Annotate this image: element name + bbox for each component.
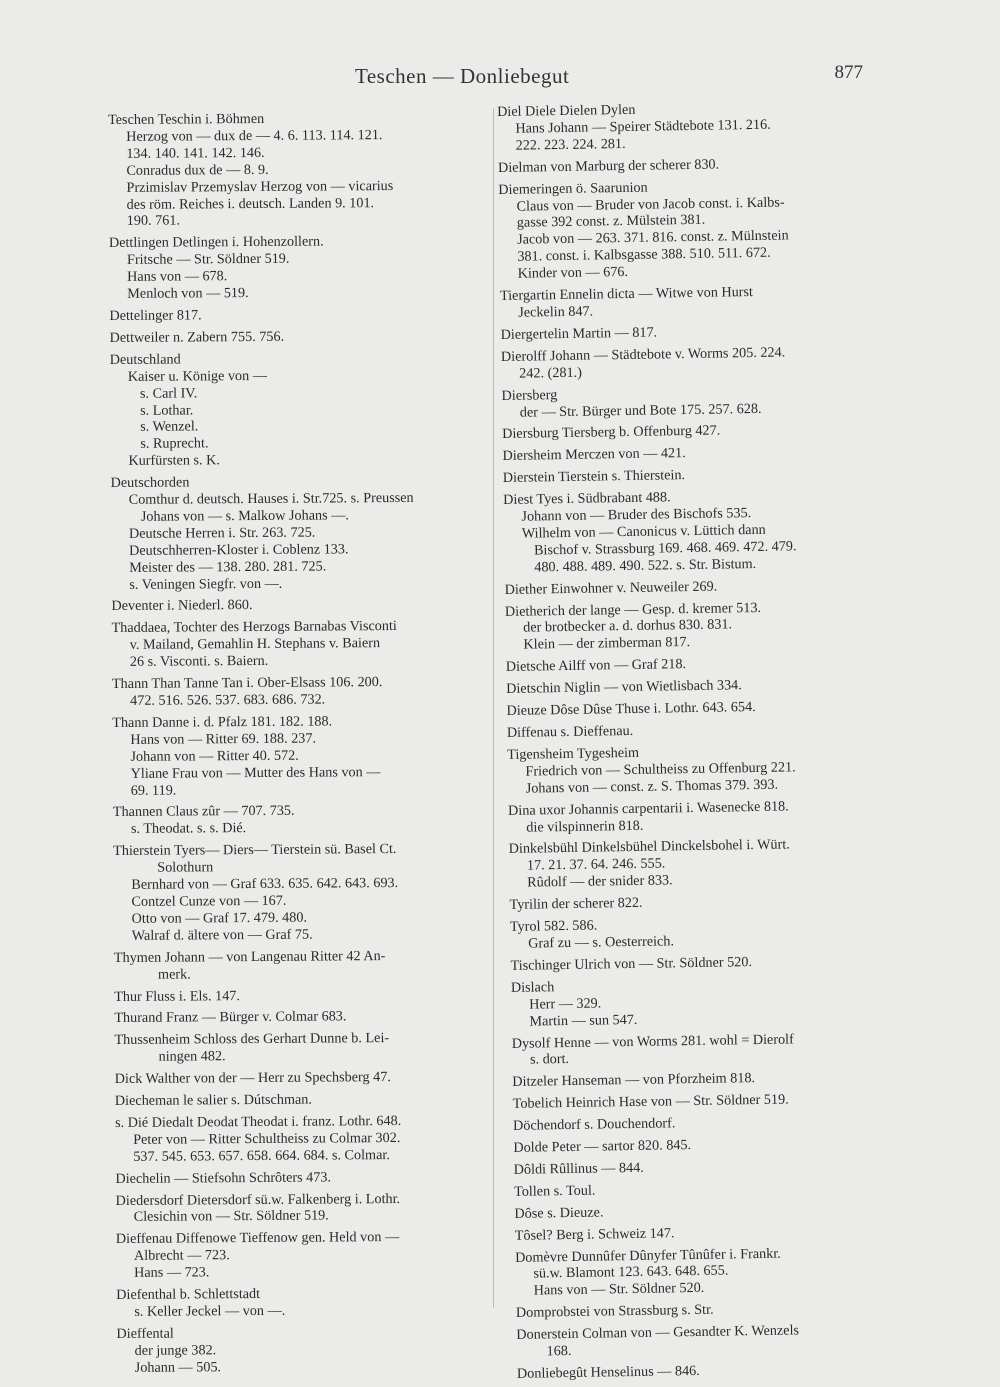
index-entry: Dierstein Tierstein s. Thierstein.	[502, 467, 686, 487]
index-subentry: des röm. Reiches i. deutsch. Landen 9. 101.	[126, 194, 375, 213]
index-subentry: Menloch von — 519.	[127, 285, 249, 302]
index-subentry: der brotbecker a. d. dorhus 830. 831.	[523, 616, 733, 637]
index-entry: Dierolff Johann — Städtebote v. Worms 205. 224.	[500, 344, 786, 365]
index-entry: Deutschorden	[110, 474, 190, 492]
index-entry: Diel Diele Dielen Dylen	[497, 101, 636, 120]
index-subentry: Przimislav Przemyslav Herzog von — vicarius	[126, 177, 394, 196]
index-subentry: Deutschherren-Kloster i. Coblenz 133.	[129, 541, 349, 559]
index-subentry: Jeckelin 847.	[518, 303, 594, 321]
index-subentry: Contzel Cunze von — 167.	[131, 892, 287, 910]
index-entry: Diether Einwohner v. Neuweiler 269.	[504, 578, 718, 598]
index-entry: Tollen s. Toul.	[513, 1182, 596, 1200]
index-entry: Dielman von Marburg der scherer 830.	[497, 156, 720, 176]
index-subentry: 134. 140. 141. 142. 146.	[126, 144, 265, 162]
index-entry: Dettlingen Detlingen i. Hohenzollern.	[108, 233, 324, 252]
index-subentry: merk.	[157, 966, 191, 983]
index-subentry: Herzog von — dux de — 4. 6. 113. 114. 121.	[126, 126, 383, 145]
index-subentry: s. Keller Jeckel — von —.	[134, 1302, 286, 1320]
index-subentry: Deutsche Herren i. Str. 263. 725.	[128, 524, 316, 542]
index-subentry: Johann von — Ritter 40. 572.	[130, 747, 299, 765]
column-divider	[493, 108, 494, 1308]
index-subentry: der junge 382.	[134, 1342, 217, 1359]
index-subentry: 26 s. Visconti. s. Baiern.	[129, 653, 269, 671]
running-head	[0, 62, 1000, 92]
index-entry: Diersheim Merczen von — 421.	[502, 445, 686, 465]
index-entry: Thann Danne i. d. Pfalz 181. 182. 188.	[112, 713, 333, 731]
index-entry: Tobelich Heinrich Hase von — Str. Söldner 519.	[512, 1091, 789, 1113]
index-subentry: Peter von — Ritter Schultheiss zu Colmar 302.	[133, 1129, 401, 1148]
index-entry: Dolde Peter — sartor 820. 845.	[513, 1137, 692, 1156]
index-entry: Teschen Teschin i. Böhmen	[108, 110, 265, 128]
index-entry: Dettelinger 817.	[109, 307, 202, 324]
index-subentry: Hans von — Ritter 69. 188. 237.	[130, 730, 317, 748]
index-subentry: Johans von — const. z. S. Thomas 379. 393.	[525, 776, 779, 797]
index-entry: Donliebegût Henselinus — 846.	[516, 1362, 700, 1382]
index-entry: Dieffental	[116, 1325, 174, 1342]
index-entry: Dietschin Niglin — von Wietlisbach 334.	[506, 677, 742, 698]
index-subentry: s. dort.	[529, 1051, 570, 1069]
index-subentry: Johann von — Bruder des Bischofs 535.	[521, 505, 752, 525]
index-entry: Thur Fluss i. Els. 147.	[114, 987, 240, 1005]
index-entry: Tyrilin der scherer 822.	[509, 894, 643, 914]
index-entry: Tôsel? Berg i. Schweiz 147.	[514, 1225, 675, 1244]
index-subentry: Bischof v. Strassburg 169. 468. 469. 472. 479.	[533, 538, 797, 559]
index-subentry: Otto von — Graf 17. 479. 480.	[131, 909, 308, 927]
index-entry: Diersberg	[501, 386, 558, 404]
index-subentry: Jacob von — 263. 371. 816. const. z. Mülnstein	[517, 227, 789, 249]
index-entry: Thussenheim Schloss des Gerhart Dunne b. Lei-	[114, 1030, 390, 1049]
index-subentry: v. Mailand, Gemahlin H. Stephans v. Baiern	[129, 635, 381, 654]
index-subentry: Friedrich von — Schultheiss zu Offenburg 221.	[525, 759, 796, 780]
index-subentry: s. Carl IV.	[139, 384, 198, 402]
index-subentry: Rûdolf — der snider 833.	[527, 872, 673, 891]
index-column-left	[108, 109, 499, 1376]
index-entry: Tiergartin Ennelin dicta — Witwe von Hurst	[499, 284, 754, 305]
index-subentry: Kaiser u. Könige von —	[127, 367, 267, 385]
index-subentry: 472. 516. 526. 537. 683. 686. 732.	[130, 691, 326, 709]
index-subentry: Albrecht — 723.	[133, 1247, 230, 1265]
index-subentry: Johans von — s. Malkow Johans —.	[140, 507, 349, 525]
index-subentry: Herr — 329.	[529, 995, 602, 1013]
index-entry: Ditzeler Hanseman — von Pforzheim 818.	[512, 1070, 756, 1091]
index-subentry: der — Str. Bürger und Bote 175. 257. 628.	[519, 400, 762, 421]
index-subentry: s. Lothar.	[140, 401, 194, 419]
index-subentry: 480. 488. 489. 490. 522. s. Str. Bistum.	[534, 555, 757, 576]
index-subentry: Martin — sun 547.	[529, 1011, 638, 1030]
index-subentry: Comthur d. deutsch. Hauses i. Str.725. s. Preussen	[128, 489, 414, 508]
index-subentry: 242. (281.)	[519, 364, 583, 382]
index-entry: Diechelin — Stiefsohn Schrôters 473.	[115, 1169, 332, 1187]
index-entry: Deventer i. Niederl. 860.	[111, 597, 253, 615]
index-entry: Dôse s. Dieuze.	[514, 1204, 604, 1222]
index-subentry: 537. 545. 653. 657. 658. 664. 684. s. Colmar.	[133, 1146, 390, 1165]
index-subentry: sü.w. Blamont 123. 643. 648. 655.	[533, 1262, 729, 1283]
index-entry: Diersburg Tiersberg b. Offenburg 427.	[502, 422, 721, 443]
index-subentry: Hans — 723.	[134, 1264, 210, 1282]
index-entry: Donerstein Colman von — Gesandter K. Wenzels	[516, 1322, 800, 1344]
index-entry: Diefenthal b. Schlettstadt	[116, 1286, 261, 1304]
index-subentry: Solothurn	[157, 859, 214, 876]
index-subentry: Yliane Frau von — Mutter des Hans von —	[130, 763, 381, 782]
index-subentry: Hans Johann — Speirer Städtebote 131. 216.	[515, 116, 771, 137]
index-entry: Thurand Franz — Bürger v. Colmar 683.	[114, 1008, 347, 1027]
index-entry: Dietsche Ailff von — Graf 218.	[505, 656, 687, 676]
index-subentry: 381. const. i. Kalbsgasse 388. 510. 511. 672.	[517, 244, 771, 265]
page-title: Teschen — Donliebegut	[355, 64, 570, 88]
index-subentry: 168.	[546, 1343, 572, 1360]
index-subentry: Klein — der zimberman 817.	[523, 634, 691, 654]
index-subentry: s. Veningen Siegfr. von —.	[129, 575, 283, 593]
index-entry: Dick Walther von der — Herr zu Spechsberg 47.	[114, 1069, 391, 1088]
index-subentry: 190. 761.	[126, 212, 181, 230]
index-subentry: die vilspinnerin 818.	[526, 817, 644, 836]
index-subentry: Hans von — 678.	[127, 268, 228, 286]
index-subentry: Kinder von — 676.	[517, 264, 629, 282]
index-entry: Domprobstei von Strassburg s. Str.	[515, 1302, 714, 1322]
index-column-right	[497, 98, 899, 1383]
index-entry: Dieuze Dôse Dûse Thuse i. Lothr. 643. 654.	[506, 699, 756, 720]
index-entry: Diedersdorf Dietersdorf sü.w. Falkenberg i. Lothr.	[115, 1190, 401, 1209]
index-subentry: Meister des — 138. 280. 281. 725.	[129, 558, 327, 576]
index-subentry: Clesichin von — Str. Söldner 519.	[133, 1207, 329, 1226]
page-number: 877	[834, 62, 863, 83]
index-subentry: Hans von — Str. Söldner 520.	[533, 1280, 705, 1299]
index-entry: Dôldi Rûllinus — 844.	[513, 1159, 644, 1178]
index-entry: Döchendorf s. Douchendorf.	[512, 1115, 676, 1134]
index-subentry: Walraf d. ältere von — Graf 75.	[131, 926, 313, 944]
index-entry: Thannen Claus zûr — 707. 735.	[112, 803, 295, 821]
index-subentry: s. Wenzel.	[140, 418, 199, 436]
index-subentry: ningen 482.	[158, 1048, 226, 1065]
index-entry: Tischinger Ulrich von — Str. Söldner 520.	[510, 953, 753, 974]
index-subentry: Bernhard von — Graf 633. 635. 642. 643. 693.	[131, 875, 399, 893]
index-entry: s. Dié Diedalt Deodat Theodat i. franz. Lothr. 648.	[115, 1112, 402, 1131]
index-subentry: Conradus dux de — 8. 9.	[126, 161, 269, 179]
index-entry: Thymen Johann — von Langenau Ritter 42 An-	[113, 947, 386, 966]
index-entry: Dettweiler n. Zabern 755. 756.	[109, 328, 285, 346]
index-entry: Thann Than Tanne Tan i. Ober-Elsass 106. 200.	[111, 674, 383, 693]
index-subentry: s. Ruprecht.	[140, 435, 209, 453]
index-subentry: Fritsche — Str. Söldner 519.	[126, 250, 290, 269]
index-entry: Diest Tyes i. Südbrabant 488.	[503, 489, 671, 509]
index-entry: Dieffenau Diffenowe Tieffenow gen. Held von —	[115, 1229, 400, 1248]
index-subentry: s. Theodat. s. s. Dié.	[130, 820, 247, 838]
index-subentry: 222. 223. 224. 281.	[515, 135, 626, 154]
index-entry: Thaddaea, Tochter des Herzogs Barnabas Visconti	[111, 618, 397, 637]
index-entry: Tyrol 582. 586.	[509, 917, 598, 935]
index-entry: Thierstein Tyers— Diers— Tierstein sü. Basel Ct.	[113, 841, 397, 860]
index-subentry: gasse 392 const. z. Mülstein 381.	[516, 212, 706, 232]
index-subentry: Graf zu — s. Oesterreich.	[528, 933, 675, 952]
index-entry: Deutschland	[109, 351, 181, 368]
index-entry: Dina uxor Johannis carpentarii i. Wasenecke 818.	[507, 798, 789, 819]
index-entry: Diergertelin Martin — 817.	[500, 324, 658, 343]
index-entry: Diecheman le salier s. Dútschman.	[114, 1091, 312, 1110]
index-subentry: 17. 21. 37. 64. 246. 555.	[526, 855, 666, 874]
index-entry: Dysolf Henne — von Worms 281. wohl = Dierolf	[511, 1030, 794, 1052]
index-subentry: Johann — 505.	[134, 1358, 222, 1376]
index-subentry: Kurfürsten s. K.	[128, 452, 220, 470]
index-subentry: Wilhelm von — Canonicus v. Lüttich dann	[521, 521, 766, 542]
index-entry: Dinkelsbühl Dinkelsbühel Dinckelsbohel i. Würt.	[508, 836, 790, 858]
index-subentry: 69. 119.	[130, 782, 177, 799]
index-entry: Diemeringen ö. Saarunion	[498, 179, 648, 198]
index-subentry: Claus von — Bruder von Jacob const. i. Kalbs-	[516, 194, 785, 215]
index-entry: Tigensheim Tygesheim	[507, 744, 640, 763]
index-entry: Diffenau s. Dieffenau.	[506, 722, 634, 741]
index-entry: Dietherich der lange — Gesp. d. kremer 513.	[504, 599, 762, 620]
index-entry: Domèvre Dunnûfer Dûnyfer Tûnûfer i. Frankr.	[514, 1245, 781, 1266]
index-entry: Dislach	[510, 978, 555, 996]
